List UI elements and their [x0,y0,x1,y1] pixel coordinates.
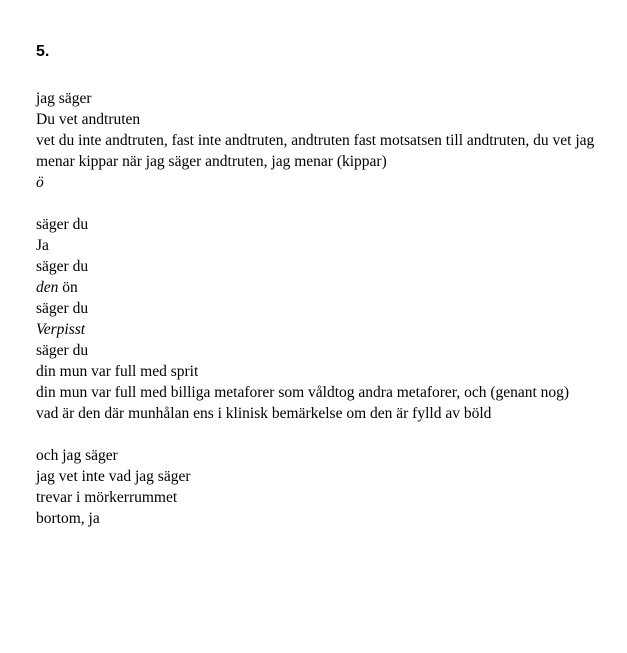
poem-line: jag vet inte vad jag säger [36,468,191,485]
poem-line: jag säger [36,90,92,107]
italic-text: Verpisst [36,321,86,338]
poem-line: säger du [36,258,89,275]
poem-line: vet du inte andtruten, fast inte andtruten, andtruten fast motsatsen till andtruten, du vet jag menar kippar när jag säger andtruten, jag menar (kippar) [36,132,595,170]
italic-text: ö [36,174,44,191]
poem-line: Du vet andtruten [36,111,141,128]
poem-line: säger du [36,342,89,359]
poem-line: Ja [36,237,49,254]
italic-text: den [36,279,59,296]
poem-line: bortom, ja [36,510,100,527]
poem-line-italic [36,172,596,193]
stanza-2 [36,214,596,424]
poem-line: din mun var full med sprit [36,363,199,380]
poem-line: och jag säger [36,447,118,464]
stanza-break [36,193,596,214]
stanza-1 [36,88,596,193]
poem-line: vad är den där munhålan ens i klinisk bemärkelse om den är fylld av böld [36,405,492,422]
poem-line: trevar i mörkerrummet [36,489,178,506]
stanza-break [36,424,596,445]
poem-line-italic [36,319,596,340]
poem-line [36,277,596,298]
poem-line: säger du [36,300,89,317]
stanza-3 [36,445,596,529]
poem-page [36,40,596,529]
poem-line: säger du [36,216,89,233]
line-rest: ön [58,279,78,296]
poem-line: din mun var full med billiga metaforer som våldtog andra metaforer, och (genant nog) [36,384,570,401]
section-number: 5. [36,43,50,60]
